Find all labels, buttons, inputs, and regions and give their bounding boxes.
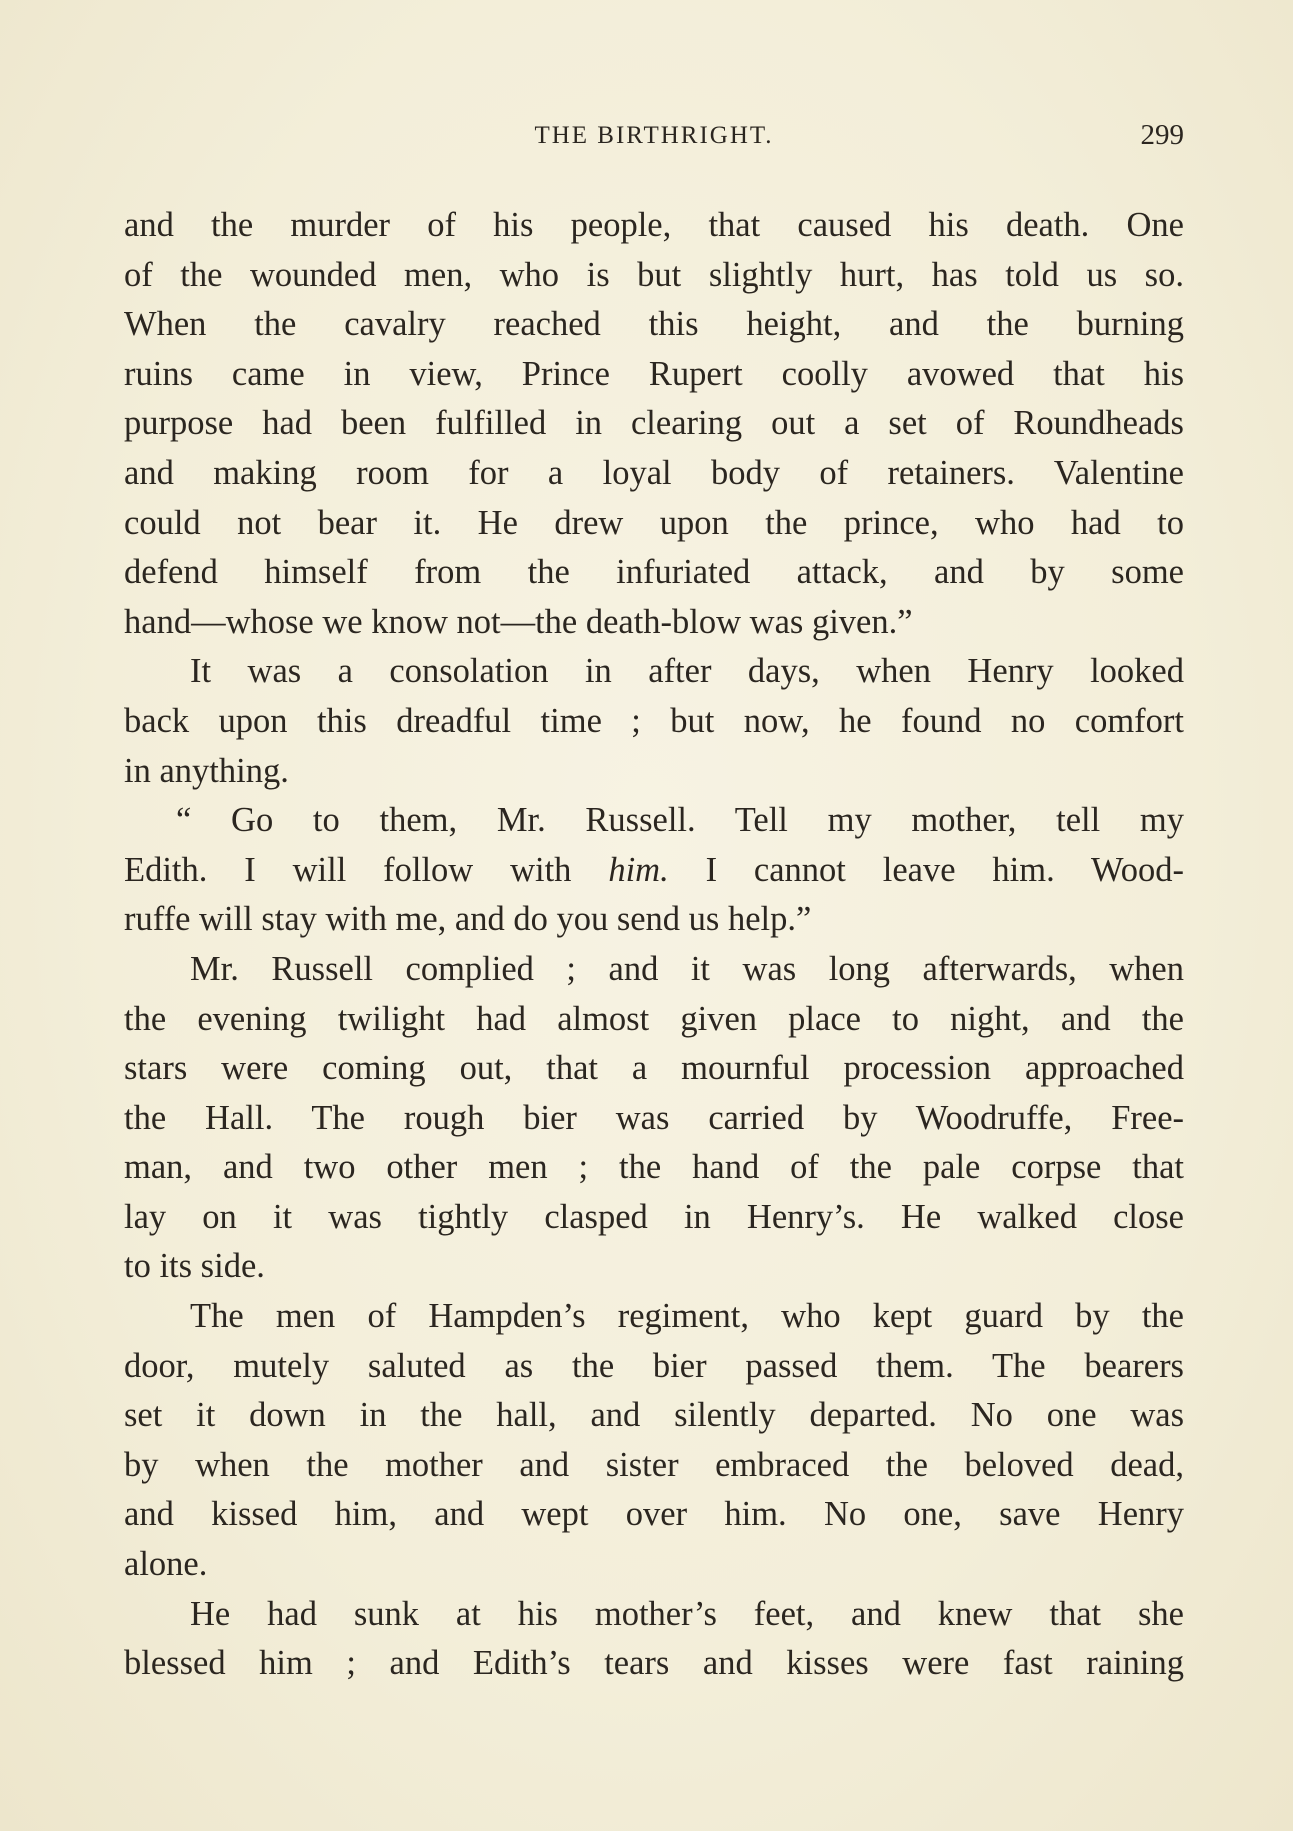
text-line: door, mutely saluted as the bier passed them. The bearers (124, 1346, 1184, 1385)
text-line: man, and two other men ; the hand of the pale corpse that (124, 1148, 1184, 1187)
text-line: Mr. Russell complied ; and it was long afterwards, when (190, 949, 1184, 988)
text-line-mixed (124, 846, 1184, 896)
text-line: and making room for a loyal body of retainers. Valentine (124, 453, 1184, 492)
text-line: and the murder of his people, that caused his death. One (124, 206, 1184, 244)
text-line: ruins came in view, Prince Rupert coolly avowed that his (124, 354, 1184, 393)
text-line: “ Go to them, Mr. Russell. Tell my mother, tell my (176, 801, 1184, 840)
text-line: the evening twilight had almost given place to night, and the (124, 999, 1184, 1038)
text-line: could not bear it. He drew upon the prince, who had to (124, 503, 1184, 542)
text-line: ruffe will stay with me, and do you send us help.” (124, 900, 812, 939)
text-line: hand—whose we know not—the death-blow was given.” (124, 602, 913, 641)
page-number: 299 (1140, 119, 1184, 151)
text-line: back upon this dreadful time ; but now, he found no comfort (124, 701, 1184, 740)
text-segment: Edith. I will follow with (124, 850, 572, 889)
text-line: to its side. (124, 1247, 265, 1286)
text-line: of the wounded men, who is but slightly hurt, has told us so. (124, 255, 1184, 294)
text-line: The men of Hampden’s regiment, who kept guard by the (190, 1297, 1184, 1336)
text-line: purpose had been fulfilled in clearing out a set of Roundheads (124, 404, 1184, 443)
text-line: in anything. (124, 751, 289, 790)
text-segment: I cannot leave him. Wood- (705, 850, 1184, 889)
body-text (124, 201, 1184, 1689)
text-line: When the cavalry reached this height, and the burning (124, 305, 1184, 344)
running-title: THE BIRTHRIGHT. (534, 122, 774, 149)
text-line: defend himself from the infuriated attack, and by some (124, 553, 1184, 592)
text-line: alone. (124, 1545, 208, 1584)
text-line: set it down in the hall, and silently departed. No one was (124, 1396, 1184, 1435)
text-line: lay on it was tightly clasped in Henry’s. He walked close (124, 1197, 1184, 1236)
italic-word: him. (608, 850, 669, 889)
text-line: It was a consolation in after days, when Henry looked (190, 652, 1184, 691)
text-line: and kissed him, and wept over him. No one, save Henry (124, 1495, 1184, 1534)
text-line: stars were coming out, that a mournful procession approached (124, 1049, 1184, 1088)
text-line: blessed him ; and Edith’s tears and kisses were fast raining (124, 1644, 1184, 1683)
text-line: by when the mother and sister embraced the beloved dead, (124, 1445, 1184, 1484)
text-line: He had sunk at his mother’s feet, and knew that she (190, 1594, 1184, 1633)
running-head (124, 119, 1184, 156)
text-line: the Hall. The rough bier was carried by Woodruffe, Free- (124, 1098, 1184, 1137)
